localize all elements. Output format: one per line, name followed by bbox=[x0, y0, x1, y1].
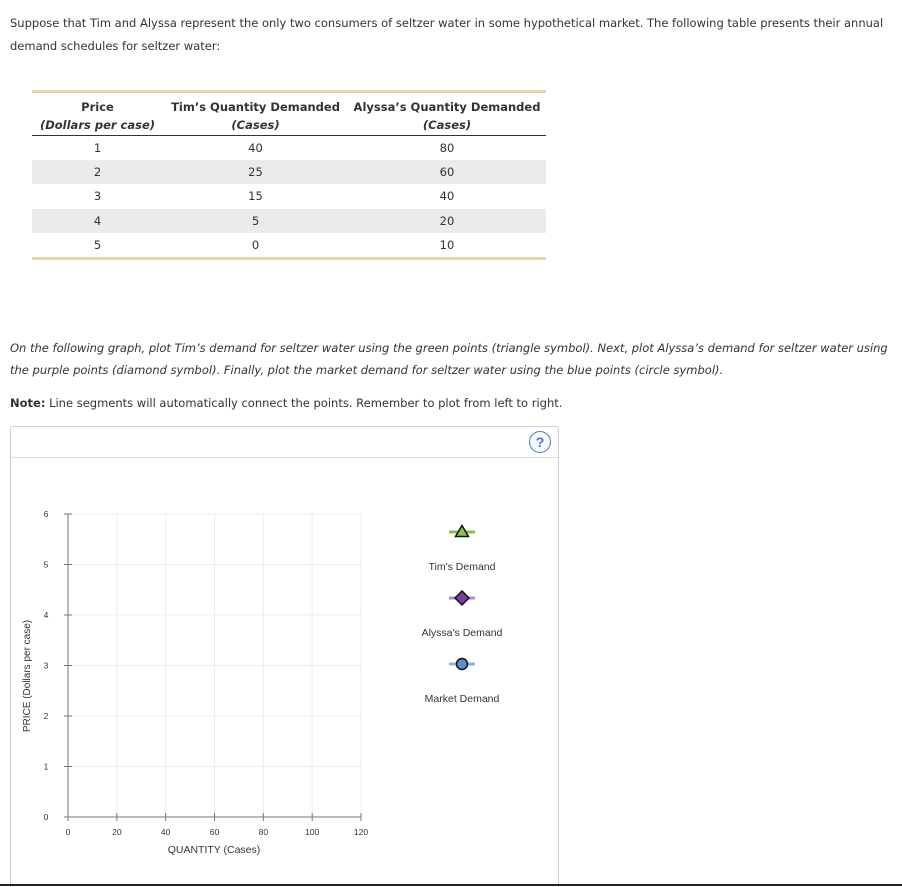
table-cell: 80 bbox=[439, 141, 455, 156]
unit-alyssa: (Cases) bbox=[348, 114, 546, 136]
x-tick-label: 40 bbox=[160, 827, 171, 837]
y-axis-label: PRICE (Dollars per case) bbox=[22, 619, 33, 733]
market-demand-tool[interactable] bbox=[425, 659, 500, 706]
legend bbox=[422, 526, 503, 706]
x-tick-label: 100 bbox=[305, 827, 320, 837]
tim-legend-label: Tim's Demand bbox=[428, 561, 496, 573]
table-cell: 4 bbox=[32, 209, 163, 233]
y-tick-label: 5 bbox=[43, 559, 49, 570]
note-body: Line segments will automatically connect the points. Remember to plot from left to right. bbox=[45, 396, 563, 410]
table-row bbox=[32, 209, 546, 233]
table-cell: 2 bbox=[32, 160, 163, 184]
diamond-icon bbox=[455, 591, 469, 605]
y-tick-label: 4 bbox=[43, 610, 49, 620]
tim-demand-tool[interactable] bbox=[429, 526, 496, 574]
demand-graph[interactable] bbox=[11, 458, 558, 887]
y-tick-label: 3 bbox=[43, 660, 49, 671]
note-text bbox=[10, 392, 890, 414]
table-cell: 5 bbox=[163, 209, 348, 233]
table-cell: 20 bbox=[348, 209, 546, 233]
y-tick-label: 0 bbox=[43, 812, 49, 822]
table-cell: 60 bbox=[348, 160, 546, 184]
table-row bbox=[32, 233, 546, 257]
table-row bbox=[32, 136, 546, 161]
bottom-divider bbox=[0, 884, 902, 886]
table-cell: 1 bbox=[93, 141, 102, 156]
market-legend-label: Market Demand bbox=[424, 693, 500, 705]
question-icon[interactable]: ? bbox=[529, 431, 551, 453]
unit-tim: (Cases) bbox=[163, 114, 348, 136]
x-tick-label: 60 bbox=[209, 827, 220, 837]
table-cell: 40 bbox=[248, 141, 263, 156]
instructions-text: On the following graph, plot Tim’s demand for seltzer water using the green points (triangle symbol). Next, plot Alyssa’s demand for seltzer water using the purple points (diamond symbol). Finally, plot the market demand for seltzer water using the blue points (circle symbol). bbox=[10, 341, 888, 377]
alyssa-demand-tool[interactable] bbox=[422, 591, 503, 639]
table-row bbox=[32, 184, 546, 208]
x-tick-label: 0 bbox=[65, 827, 71, 837]
table-cell: 25 bbox=[163, 160, 348, 184]
table-cell: 40 bbox=[439, 189, 455, 204]
header-tim-quantity: Tim’s Quantity Demanded bbox=[171, 100, 340, 114]
y-tick-label: 2 bbox=[43, 711, 49, 721]
table-cell: 3 bbox=[93, 189, 102, 204]
table-cell: 10 bbox=[439, 237, 455, 252]
x-axis-label: QUANTITY (Cases) bbox=[167, 844, 261, 856]
header-price: Price bbox=[81, 100, 114, 114]
alyssa-legend-label: Alyssa's Demand bbox=[421, 627, 503, 639]
y-tick-label: 1 bbox=[43, 761, 49, 772]
x-tick-label: 20 bbox=[112, 827, 122, 837]
intro-text: Suppose that Tim and Alyssa represent the only two consumers of seltzer water in some hypothetical market. The following table presents their annual demand schedules for seltzer water: bbox=[10, 16, 884, 53]
graph-toolbar bbox=[11, 427, 558, 458]
table-cell: 15 bbox=[248, 189, 263, 204]
circle-icon bbox=[457, 659, 468, 670]
note-label: Note: bbox=[10, 396, 46, 410]
header-alyssa-quantity: Alyssa’s Quantity Demanded bbox=[353, 100, 541, 114]
table-cell: 5 bbox=[93, 237, 102, 252]
table-row bbox=[32, 160, 546, 184]
table-cell: 0 bbox=[251, 237, 260, 252]
y-tick-label: 6 bbox=[43, 509, 49, 519]
unit-price: (Dollars per case) bbox=[32, 114, 163, 136]
x-tick-label: 80 bbox=[258, 827, 269, 837]
demand-schedule-table bbox=[32, 90, 546, 260]
graph-panel bbox=[10, 426, 559, 887]
x-tick-label: 120 bbox=[353, 827, 369, 837]
